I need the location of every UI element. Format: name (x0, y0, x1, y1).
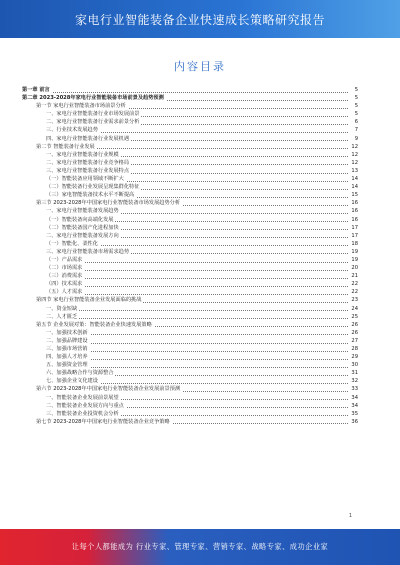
toc-leader-dots (46, 256, 348, 263)
toc-entry-label: （一）智能装备应用领域不断扩大 (46, 176, 124, 183)
toc-entry[interactable] (22, 288, 358, 296)
toc-entry-page: 23 (351, 297, 358, 304)
toc-entry-page: 27 (351, 337, 358, 344)
toc-entry[interactable] (22, 143, 358, 151)
toc-leader-dots (46, 272, 348, 279)
toc-entry-page: 31 (351, 370, 358, 377)
toc-entry[interactable] (22, 94, 358, 102)
toc-entry-page: 22 (351, 281, 358, 288)
toc-entry[interactable] (22, 118, 358, 126)
toc-entry-page: 35 (351, 410, 358, 417)
toc-entry-page: 17 (351, 224, 358, 231)
toc-entry[interactable] (22, 159, 358, 167)
report-title: 家电行业智能装备企业快速成长策略研究报告 (74, 13, 325, 27)
toc-entry[interactable] (22, 240, 358, 248)
toc-entry-label: （一）产品需求 (46, 256, 83, 263)
toc-entry-label: （二）智能装备国产化进程加快 (46, 224, 119, 231)
toc-entry-label: 第五节 企业发展对策：智能装备企业快速发展策略 (36, 321, 152, 328)
toc-entry-page: 28 (351, 346, 358, 352)
toc-entry-page: 19 (351, 248, 358, 255)
toc-entry[interactable] (22, 369, 358, 377)
toc-entry-page: 36 (351, 418, 358, 425)
toc-entry-label: 一、家电行业智能装备行业市场发展前景 (46, 111, 140, 118)
toc-entry-label: 四、家电行业智能装备行业发展机遇 (46, 135, 130, 142)
toc-entry[interactable] (22, 126, 358, 134)
toc-entry-label: 第二节 智能装备行业发展 (36, 143, 95, 150)
toc-entry-page: 30 (351, 362, 358, 369)
footer-slogan: 让每个人都能成为 行业专家、管理专家、营销专家、战略专家、成功企业家 (71, 542, 329, 551)
toc-entry[interactable] (22, 256, 358, 264)
toc-entry-page: 5 (354, 111, 358, 118)
toc-leader-dots (46, 288, 348, 295)
toc-entry-label: （二）市场需求 (46, 265, 83, 272)
toc-entry-label: 三、智能装备企业投资机会分析 (46, 410, 119, 417)
toc-entry-label: 一、加强技术创新 (46, 329, 88, 336)
toc-entry[interactable] (22, 272, 358, 280)
toc-entry-page: 16 (351, 208, 358, 215)
toc-entry-page: 5 (354, 103, 358, 110)
toc-entry-page: 14 (351, 176, 358, 183)
page-title: 内容目录 (174, 60, 226, 73)
toc-entry-label: 五、加强资金管理 (46, 362, 88, 369)
toc-entry-page: 29 (351, 354, 358, 361)
toc-leader-dots (46, 353, 348, 360)
toc-entry-label: 六、加强战略合作与资源整合 (46, 370, 114, 377)
toc-entry[interactable] (22, 353, 358, 361)
toc-entry-label: （三）家电智能装备技术水平不断提高 (46, 192, 135, 199)
toc-entry-label: （五）人才需求 (46, 289, 83, 296)
toc-entry[interactable] (22, 361, 358, 369)
toc-entry-label: （四）技术需求 (46, 281, 83, 288)
toc-entry-label: 三、家电行业智能装备行业发展特点 (46, 167, 130, 174)
toc-entry[interactable] (22, 418, 358, 426)
toc-entry[interactable] (22, 337, 358, 345)
table-of-contents (22, 86, 358, 426)
toc-entry-label: 七、加强企业文化建设 (46, 378, 98, 385)
toc-entry[interactable] (22, 385, 358, 393)
toc-entry[interactable] (22, 175, 358, 183)
toc-entry[interactable] (22, 224, 358, 232)
page-number: 1 (348, 513, 352, 519)
toc-entry-label: 一、家电行业智能装备行业规模 (46, 151, 119, 158)
toc-entry-label: 第三节 2023-2028年中国家电行业智能装备市场发展趋势分析 (36, 200, 181, 207)
toc-entry-label: 二、家电行业智能装备发展方向 (46, 232, 119, 239)
toc-entry-page: 13 (351, 167, 358, 174)
toc-entry-label: 二、家电行业智能装备行业竞争格局 (46, 159, 130, 166)
toc-leader-dots (46, 345, 348, 352)
toc-leader-dots (46, 329, 348, 336)
header-banner (0, 0, 400, 38)
toc-entry-page: 19 (351, 256, 358, 263)
toc-entry-page: 12 (351, 151, 358, 158)
toc-entry-page: 6 (354, 119, 358, 126)
toc-entry-label: 二、家电行业智能装备行业需求前景分析 (46, 119, 140, 126)
toc-entry-label: 二、加强品牌建设 (46, 337, 88, 344)
toc-entry-page: 34 (351, 402, 358, 409)
toc-entry-label: 三、加强市场营销 (46, 346, 88, 352)
toc-leader-dots (46, 264, 348, 271)
toc-leader-dots (46, 361, 348, 368)
toc-entry[interactable] (22, 377, 358, 385)
toc-entry-page: 12 (351, 143, 358, 150)
toc-entry-page: 9 (354, 135, 358, 142)
toc-entry-page: 20 (351, 265, 358, 272)
toc-entry-page: 15 (351, 192, 358, 199)
toc-leader-dots (46, 280, 348, 287)
toc-entry-label: 二、智能装备企业发展方向与重点 (46, 402, 124, 409)
toc-entry[interactable] (22, 264, 358, 272)
toc-entry-page: 26 (351, 321, 358, 328)
toc-entry[interactable] (22, 151, 358, 159)
toc-entry[interactable] (22, 280, 358, 288)
toc-entry-label: （一）智能装备向高端化发展 (46, 216, 114, 223)
toc-entry-label: 第一章 前言 (22, 87, 50, 93)
toc-entry[interactable] (22, 167, 358, 175)
toc-entry[interactable] (22, 102, 358, 110)
toc-entry-label: 第四节 家电行业智能装备企业发展面临的挑战 (36, 297, 142, 304)
toc-entry-label: 一、资金短缺 (46, 305, 78, 312)
toc-entry-label: （三）消费需求 (46, 273, 83, 280)
toc-entry-page: 24 (351, 305, 358, 312)
toc-entry[interactable] (22, 86, 358, 94)
toc-entry-label: 四、加强人才培养 (46, 354, 88, 361)
toc-entry-page: 5 (354, 95, 358, 102)
toc-entry-label: 三、行业技术发展趋势 (46, 127, 98, 134)
toc-entry[interactable] (22, 305, 358, 313)
toc-entry-page: 26 (351, 329, 358, 336)
toc-entry-page: 34 (351, 394, 358, 401)
toc-entry-page: 22 (351, 289, 358, 296)
toc-entry[interactable] (22, 402, 358, 410)
toc-entry-label: 二、人才匮乏 (46, 313, 78, 320)
toc-entry-page: 25 (351, 313, 358, 320)
toc-entry[interactable] (22, 232, 358, 240)
toc-entry[interactable] (22, 216, 358, 224)
toc-entry-page: 12 (351, 159, 358, 166)
toc-entry-label: 第二章 2023-2028年家电行业智能装备市场前景及趋势预测 (22, 95, 164, 102)
toc-entry-page: 5 (354, 87, 358, 93)
toc-entry[interactable] (22, 191, 358, 199)
toc-entry[interactable] (22, 329, 358, 337)
toc-entry[interactable] (22, 248, 358, 256)
toc-entry-label: 一、家电行业智能装备发展趋势 (46, 208, 119, 215)
toc-leader-dots (46, 313, 348, 320)
toc-entry-label: （二）智能装备行业发展呈现集群化特征 (46, 184, 140, 191)
toc-entry-label: 第七节 2023-2028年中国家电行业智能装备企业竞争策略 (36, 418, 170, 425)
toc-entry[interactable] (22, 199, 358, 207)
toc-leader-dots (22, 86, 348, 93)
toc-entry[interactable] (22, 296, 358, 304)
footer-banner (0, 529, 400, 565)
toc-leader-dots (46, 305, 348, 312)
toc-entry[interactable] (22, 183, 358, 191)
toc-entry[interactable] (22, 321, 358, 329)
toc-entry-label: 第一节 家电行业智能装备市场前景分析 (36, 103, 126, 110)
toc-entry-label: （一）智能化、柔性化 (46, 240, 98, 247)
toc-entry[interactable] (22, 110, 358, 118)
toc-entry-page: 17 (351, 232, 358, 239)
toc-entry-label: 第六节 2023-2028年中国家电行业智能装备企业发展前景预测 (36, 386, 181, 393)
toc-entry-page: 16 (351, 216, 358, 223)
toc-entry-page: 16 (351, 200, 358, 207)
toc-entry[interactable] (22, 394, 358, 402)
toc-entry-page: 7 (354, 127, 358, 134)
toc-entry[interactable] (22, 345, 358, 353)
toc-entry[interactable] (22, 207, 358, 215)
toc-entry[interactable] (22, 135, 358, 143)
toc-entry[interactable] (22, 313, 358, 321)
toc-entry-label: 一、智能装备企业发展前景展望 (46, 394, 119, 401)
toc-entry-label: 三、家电行业智能装备市场需求趋势 (46, 248, 130, 255)
toc-entry-page: 32 (351, 378, 358, 385)
toc-entry[interactable] (22, 410, 358, 418)
toc-entry-page: 18 (351, 240, 358, 247)
toc-entry-page: 21 (351, 273, 358, 280)
toc-leader-dots (46, 337, 348, 344)
toc-entry-page: 14 (351, 184, 358, 191)
toc-entry-page: 33 (351, 386, 358, 393)
